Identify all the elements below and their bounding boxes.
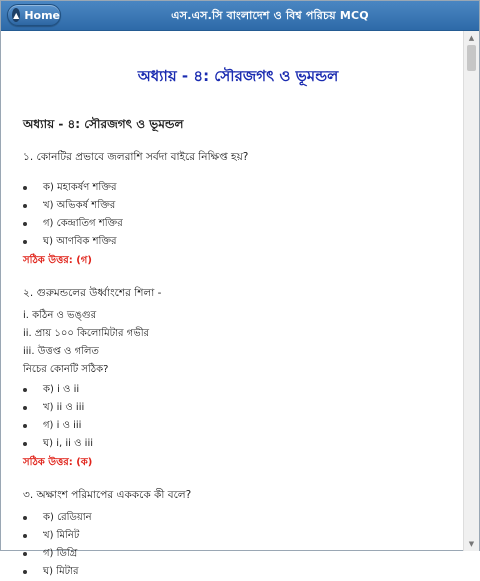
option-item: গ) কেন্দ্রাতিগ শক্তির [23,215,453,233]
scrollbar-thumb[interactable] [467,45,476,71]
question-prompt: নিচের কোনটি সঠিক? [23,364,109,375]
option-list [23,381,453,453]
option-item: ঘ) i, ii ও iii [23,435,453,453]
vertical-scrollbar[interactable] [463,31,479,551]
home-button-label: Home [24,8,60,22]
option-item: ঘ) আণবিক শক্তির [23,233,453,251]
question-text: ২. গুরুমন্ডলের উর্ধ্বাংশের শিলা - [23,287,162,299]
question-2 [23,286,453,472]
option-item: ক) মহাকর্ষণ শক্তির [23,179,453,197]
home-button[interactable] [7,4,61,26]
question-3 [23,488,453,581]
app-title: এস.এস.সি বাংলাদেশ ও বিশ্ব পরিচয় MCQ [171,9,369,22]
main-content [23,31,453,581]
option-item: ক) i ও ii [23,381,453,399]
option-item: ঘ) মিটার [23,563,453,581]
question-text: ৩. অক্ষাংশ পরিমাপের একককে কী বলে? [23,489,192,501]
option-list [23,179,453,251]
scroll-up-arrow-icon[interactable]: ▲ [468,34,475,42]
statement-item: i. কঠিন ও ভঙ্গুর [23,310,97,321]
answer-text: সঠিক উত্তর: (গ) [23,255,92,266]
home-icon: ▲ [12,8,20,22]
option-item: খ) ii ও iii [23,399,453,417]
question-1 [23,150,453,270]
page-title: অধ্যায় - ৪: সৌরজগৎ ও ভূমন্ডল [137,67,339,85]
statement-item: iii. উত্তপ্ত ও গলিত [23,346,99,357]
answer-text: সঠিক উত্তর: (ক) [23,457,93,468]
option-list [23,509,453,581]
option-item: খ) অভিকর্ষ শক্তির [23,197,453,215]
option-item: গ) i ও iii [23,417,453,435]
option-item: গ) ডিগ্রি [23,545,453,563]
option-item: খ) মিনিট [23,527,453,545]
statement-item: ii. প্রায় ১০০ কিলোমিটার গভীর [23,328,150,339]
question-text: ১. কোনটির প্রভাবে জলরাশি সর্বদা বাইরে নিক্ষিপ্ত হয়? [23,151,249,163]
chapter-heading: অধ্যায় - ৪: সৌরজগৎ ও ভূমন্ডল [23,117,184,131]
top-bar [1,1,479,31]
option-item: ক) রেডিয়ান [23,509,453,527]
scroll-down-arrow-icon[interactable]: ▼ [468,540,475,548]
